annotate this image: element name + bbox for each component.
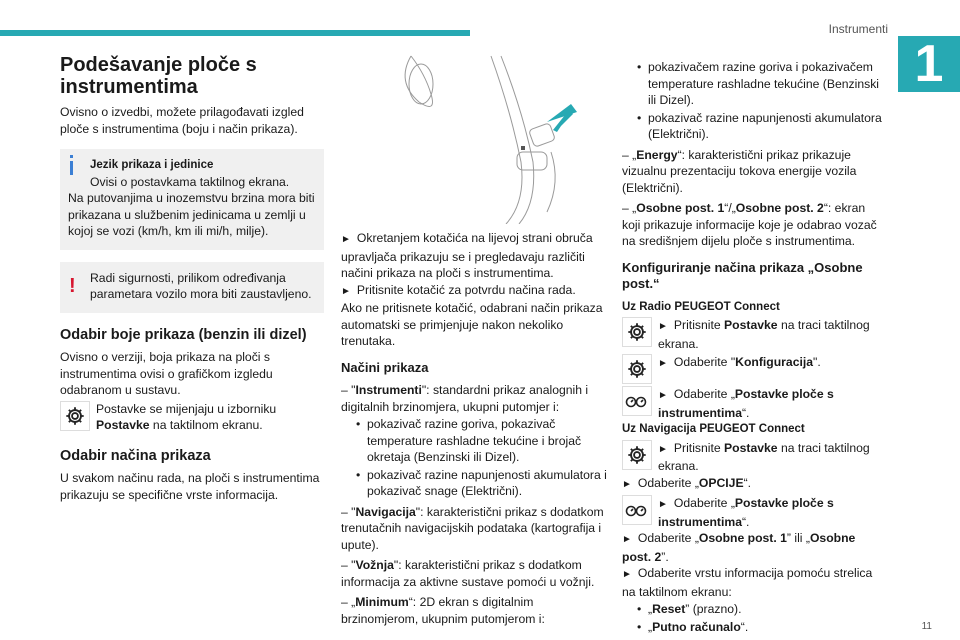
warning-text: Radi sigurnosti, prilikom određivanja parametara vozilo mora biti zaustavljeno. (90, 270, 312, 301)
step-press: ► Pritisnite kotačić za potvrdu načina rada. (341, 282, 607, 301)
steering-wheel-illustration (341, 52, 607, 224)
heading-config: Konfiguriranje načina prikaza „Osobne post.“ (622, 259, 863, 291)
instrument-cluster-icon (622, 495, 652, 525)
page-title: Podešavanje ploče s instrumentima (60, 54, 257, 98)
warning-icon: ! (69, 274, 76, 297)
gear-icon (622, 354, 652, 384)
step-note: Ako ne pritisnete kotačić, odabrani način prikaza automatski se primjenjuje nakon nekoliko trenutaka. (341, 301, 603, 348)
mode-text: U svakom načinu rada, na ploči s instrumentima prikazuju se specifične vrste informacija. (60, 471, 320, 502)
info-icon (70, 155, 73, 158)
minimum-bullet-2: • pokazivač razine napunjenosti akumulatora (Električni). (622, 110, 884, 143)
gear-icon (622, 317, 652, 347)
minimum-bullet-1: • pokazivačem razine goriva i pokazivačem temperature rashladne tekućine (Benzinski ili Dizel). (622, 59, 884, 109)
info-body: Na putovanjima u inozemstvu brzina mora biti prikazana u službenim jedinicama u zemlji u kojoj se vozi (km/h, km ili mi/h, milje). (68, 191, 315, 238)
page-number: 11 (921, 621, 932, 632)
nav-step-2: ► Odaberite „OPCIJE“. (622, 475, 884, 494)
mode-driving: – "Vožnja": karakteristični prikaz s dodatkom informacija za aktivne sustave pomoći u vožnji. (341, 558, 595, 589)
step-rotate: ► Okretanjem kotačića na lijevoj strani obruča upravljača prikazuju se i pregledavaju različiti načini prikaza na ploči s instrumentima. (341, 230, 607, 282)
info-line: Ovisi o postavkama taktilnog ekrana. (90, 174, 290, 189)
header-accent-bar (0, 30, 470, 36)
info-icon-bar (70, 161, 73, 175)
mode-energy: – „Energy“: karakteristični prikaz prikazuje vizualnu prezentaciju tokova energije vozila (Električni). (622, 147, 857, 195)
heading-display-modes: Načini prikaza (341, 359, 429, 375)
mode-personal: – „Osobne post. 1“/„Osobne post. 2“: ekran koji prikazuje informacije koje je odabrao vozač na središnjem dijelu ploče s instrumentima. (622, 201, 877, 248)
nav-step-5: ► Odaberite vrstu informacija pomoću strelica na taktilnom ekranu: (622, 565, 884, 600)
mode-instruments-bullet-1: • pokazivač razine goriva, pokazivač temperature rashladne tekućine i brojač okretaja (Benzinski ili Dizel). (341, 416, 607, 466)
column-right (622, 58, 884, 635)
radio-title: Uz Radio PEUGEOT Connect (622, 300, 780, 313)
gear-icon (60, 401, 90, 431)
mode-instruments: – "Instrumenti": standardni prikaz analognih i digitalnih brzinomjera, ukupni putomjer i: (341, 383, 589, 414)
chapter-number: 1 (898, 36, 960, 92)
mode-navigation: – "Navigacija": karakteristični prikaz s dodatkom trenutačnih navigacijskih podataka (kartografija i upute). (341, 504, 604, 552)
warning-note (60, 262, 324, 313)
radio-step-1: ► Pritisnite Postavke na traci taktilnog ekrana. (622, 317, 884, 352)
colour-text: Ovisno o verziji, boja prikaza na ploči s instrumentima ovisi o grafičkom izgledu odabranom u sustavu. (60, 350, 273, 397)
intro-text: Ovisno o izvedbi, možete prilagođavati izgled ploče s instrumentima (boju i način prikaza). (60, 105, 304, 136)
heading-mode: Odabir načina prikaza (60, 447, 211, 464)
info-note (60, 149, 324, 250)
section-title: Instrumenti (828, 22, 888, 36)
settings-text: Postavke se mijenjaju u izborniku Postavke na taktilnom ekranu. (96, 401, 277, 432)
mode-instruments-bullet-2: • pokazivač razine napunjenosti akumulatora i pokazivač snage (Električni). (341, 467, 607, 500)
instrument-cluster-icon (622, 386, 652, 416)
nav-step-1: ► Pritisnite Postavke na traci taktilnog ekrana. (622, 440, 884, 475)
column-left (60, 54, 324, 503)
heading-colour: Odabir boje prikaza (benzin ili dizel) (60, 326, 307, 343)
info-title: Jezik prikaza i jedinice (90, 159, 214, 171)
settings-row (60, 401, 324, 434)
column-middle (341, 52, 607, 627)
mode-minimum: – „Minimum“: 2D ekran s digitalnim brzinomjerom, ukupnim putomjerom i: (341, 595, 545, 626)
nav-step-3: ► Odaberite „Postavke ploče s instrumentima“. (622, 495, 884, 530)
gear-icon (622, 440, 652, 470)
nav-step-4: ► Odaberite „Osobne post. 1” ili „Osobne post. 2”. (622, 530, 884, 565)
radio-step-3: ► Odaberite „Postavke ploče s instrumentima“. (622, 386, 884, 421)
nav-title: Uz Navigacija PEUGEOT Connect (622, 423, 805, 435)
radio-step-2: ► Odaberite "Konfiguracija". (622, 354, 884, 384)
option-reset: • „Reset” (prazno). (622, 601, 884, 618)
option-trip-computer: • „Putno računalo“. (622, 619, 884, 636)
